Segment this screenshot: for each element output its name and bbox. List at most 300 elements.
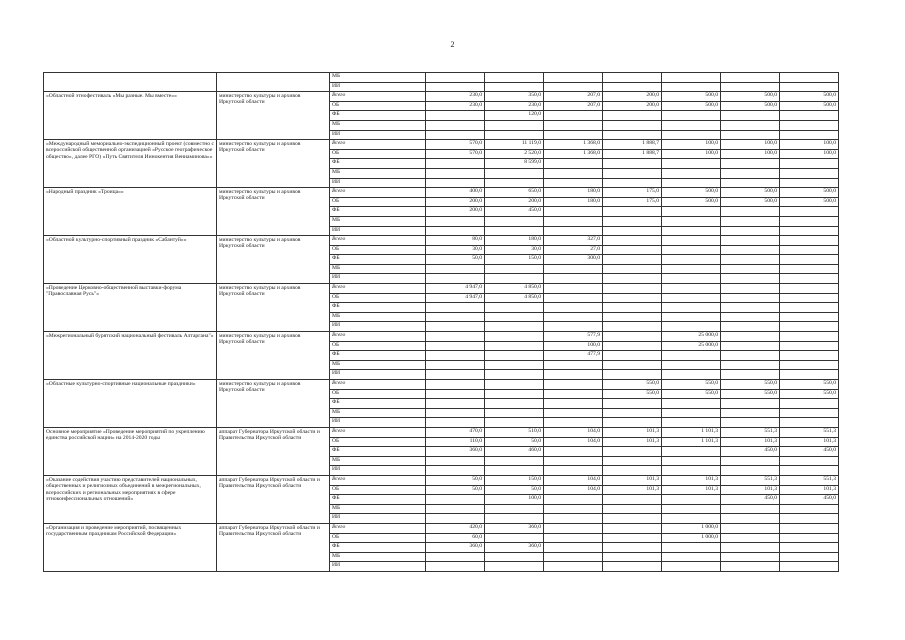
value-cell: 100,0 xyxy=(544,341,603,351)
value-cell xyxy=(485,82,544,92)
value-cell xyxy=(426,178,485,188)
value-cell xyxy=(780,322,839,332)
value-cell xyxy=(485,360,544,370)
funding-source-cell: ИИ xyxy=(330,418,426,428)
value-cell xyxy=(426,159,485,169)
value-cell: 1 888,7 xyxy=(603,149,662,159)
value-cell xyxy=(544,380,603,390)
funding-source-cell: Всего xyxy=(330,236,426,246)
responsible-cell: министерство культуры и архивов Иркутской области xyxy=(217,92,330,140)
value-cell: 400,0 xyxy=(426,188,485,198)
value-cell xyxy=(721,543,780,553)
value-cell xyxy=(780,82,839,92)
page-number: 2 xyxy=(450,40,455,49)
funding-source-cell: ОБ xyxy=(330,341,426,351)
value-cell: 1 000,0 xyxy=(662,533,721,543)
table-row xyxy=(44,188,839,198)
value-cell xyxy=(780,207,839,217)
value-cell xyxy=(603,418,662,428)
funding-source-cell: Всего xyxy=(330,427,426,437)
value-cell xyxy=(426,312,485,322)
value-cell xyxy=(485,130,544,140)
value-cell xyxy=(780,73,839,83)
value-cell xyxy=(721,159,780,169)
funding-source-cell: ОБ xyxy=(330,533,426,543)
value-cell xyxy=(485,312,544,322)
value-cell xyxy=(603,255,662,265)
funding-source-cell: ИИ xyxy=(330,178,426,188)
value-cell xyxy=(544,360,603,370)
value-cell: 1 368,0 xyxy=(544,140,603,150)
funding-source-cell: Всего xyxy=(330,284,426,294)
value-cell xyxy=(426,380,485,390)
value-cell xyxy=(780,120,839,130)
value-cell: 101,3 xyxy=(721,437,780,447)
value-cell xyxy=(721,466,780,476)
value-cell xyxy=(603,284,662,294)
value-cell xyxy=(426,332,485,342)
value-cell xyxy=(426,399,485,409)
value-cell: 4 947,0 xyxy=(426,293,485,303)
funding-source-cell: ФБ xyxy=(330,111,426,121)
value-cell xyxy=(544,523,603,533)
value-cell xyxy=(662,552,721,562)
value-cell xyxy=(603,351,662,361)
funding-source-cell: Всего xyxy=(330,380,426,390)
value-cell: 207,0 xyxy=(544,92,603,102)
value-cell: 650,0 xyxy=(485,188,544,198)
value-cell xyxy=(544,312,603,322)
value-cell xyxy=(780,456,839,466)
value-cell: 4 850,0 xyxy=(485,284,544,294)
value-cell xyxy=(721,274,780,284)
value-cell: 150,0 xyxy=(485,475,544,485)
value-cell: 1 101,3 xyxy=(662,427,721,437)
value-cell: 500,0 xyxy=(721,101,780,111)
value-cell: 101,3 xyxy=(603,475,662,485)
value-cell xyxy=(485,332,544,342)
value-cell xyxy=(544,447,603,457)
value-cell xyxy=(780,332,839,342)
value-cell xyxy=(662,82,721,92)
funding-source-cell: ОБ xyxy=(330,245,426,255)
event-name-cell: «Межрегиональный бурятский национальный фестиваль Алтаргана"» xyxy=(44,332,217,380)
value-cell xyxy=(780,418,839,428)
value-cell xyxy=(721,322,780,332)
value-cell xyxy=(662,456,721,466)
value-cell xyxy=(603,264,662,274)
value-cell: 100,0 xyxy=(780,149,839,159)
value-cell: 4 850,0 xyxy=(485,293,544,303)
value-cell xyxy=(426,456,485,466)
event-name-cell: «Областной этнофестиваль «Мы разные. Мы вместе»» xyxy=(44,92,217,140)
event-name-cell: Основное мероприятие «Проведение мероприятий по укреплению единства российской нации» на 2014-2020 годы xyxy=(44,427,217,475)
value-cell xyxy=(780,552,839,562)
responsible-cell: министерство культуры и архивов Иркутской области xyxy=(217,188,330,236)
value-cell xyxy=(662,284,721,294)
value-cell: 350,0 xyxy=(485,92,544,102)
value-cell xyxy=(603,523,662,533)
value-cell: 450,0 xyxy=(780,495,839,505)
responsible-cell xyxy=(217,73,330,92)
value-cell xyxy=(721,264,780,274)
funding-source-cell: Всего xyxy=(330,188,426,198)
value-cell xyxy=(485,380,544,390)
value-cell: 230,0 xyxy=(426,92,485,102)
value-cell xyxy=(721,216,780,226)
value-cell xyxy=(603,514,662,524)
value-cell: 360,0 xyxy=(426,447,485,457)
value-cell xyxy=(426,408,485,418)
value-cell: 1 368,0 xyxy=(544,149,603,159)
value-cell xyxy=(544,111,603,121)
value-cell xyxy=(603,226,662,236)
value-cell xyxy=(603,82,662,92)
value-cell xyxy=(426,82,485,92)
value-cell: 460,0 xyxy=(485,447,544,457)
value-cell: 420,0 xyxy=(426,523,485,533)
value-cell: 110,0 xyxy=(426,437,485,447)
value-cell: 477,9 xyxy=(544,351,603,361)
value-cell: 500,0 xyxy=(780,101,839,111)
funding-source-cell: ОБ xyxy=(330,389,426,399)
value-cell: 30,0 xyxy=(485,245,544,255)
value-cell xyxy=(780,360,839,370)
value-cell xyxy=(721,245,780,255)
funding-source-cell: Всего xyxy=(330,332,426,342)
funding-source-cell: ИИ xyxy=(330,322,426,332)
budget-table xyxy=(43,72,839,572)
table-row xyxy=(44,427,839,437)
value-cell xyxy=(544,216,603,226)
funding-source-cell: ИИ xyxy=(330,82,426,92)
value-cell: 500,0 xyxy=(780,92,839,102)
value-cell xyxy=(603,533,662,543)
value-cell xyxy=(426,322,485,332)
funding-source-cell: ОБ xyxy=(330,101,426,111)
value-cell: 101,3 xyxy=(603,427,662,437)
value-cell xyxy=(485,264,544,274)
value-cell: 100,0 xyxy=(721,140,780,150)
value-cell xyxy=(603,408,662,418)
value-cell: 360,0 xyxy=(426,543,485,553)
value-cell: 550,0 xyxy=(662,380,721,390)
value-cell: 25 000,0 xyxy=(662,332,721,342)
value-cell: 100,0 xyxy=(485,495,544,505)
value-cell xyxy=(544,562,603,572)
funding-source-cell: МБ xyxy=(330,504,426,514)
value-cell: 101,3 xyxy=(780,437,839,447)
value-cell: 100,0 xyxy=(662,140,721,150)
value-cell xyxy=(544,120,603,130)
value-cell xyxy=(662,120,721,130)
value-cell xyxy=(485,533,544,543)
value-cell xyxy=(603,159,662,169)
value-cell: 1 000,0 xyxy=(662,523,721,533)
value-cell xyxy=(780,543,839,553)
funding-source-cell: МБ xyxy=(330,456,426,466)
value-cell xyxy=(544,130,603,140)
value-cell: 500,0 xyxy=(662,92,721,102)
value-cell xyxy=(426,514,485,524)
value-cell: 101,3 xyxy=(780,485,839,495)
value-cell xyxy=(780,514,839,524)
value-cell xyxy=(544,168,603,178)
value-cell xyxy=(662,303,721,313)
value-cell xyxy=(544,418,603,428)
value-cell: 120,0 xyxy=(485,111,544,121)
value-cell xyxy=(485,341,544,351)
value-cell xyxy=(780,274,839,284)
value-cell xyxy=(721,111,780,121)
value-cell: 570,0 xyxy=(426,140,485,150)
value-cell: 180,0 xyxy=(544,197,603,207)
value-cell xyxy=(544,543,603,553)
value-cell xyxy=(603,495,662,505)
value-cell: 25 000,0 xyxy=(662,341,721,351)
value-cell xyxy=(780,226,839,236)
value-cell xyxy=(485,226,544,236)
value-cell: 200,0 xyxy=(426,207,485,217)
value-cell xyxy=(721,514,780,524)
value-cell xyxy=(603,562,662,572)
funding-source-cell: ФБ xyxy=(330,303,426,313)
value-cell xyxy=(603,341,662,351)
value-cell xyxy=(544,159,603,169)
value-cell xyxy=(544,504,603,514)
value-cell: 60,0 xyxy=(426,533,485,543)
value-cell xyxy=(662,255,721,265)
value-cell: 200,0 xyxy=(485,197,544,207)
funding-source-cell: МБ xyxy=(330,264,426,274)
value-cell xyxy=(603,322,662,332)
value-cell: 500,0 xyxy=(721,188,780,198)
value-cell xyxy=(603,399,662,409)
funding-source-cell: ИИ xyxy=(330,466,426,476)
value-cell xyxy=(603,293,662,303)
value-cell: 450,0 xyxy=(485,207,544,217)
value-cell xyxy=(603,447,662,457)
responsible-cell: аппарат Губернатора Иркутской области и Правительства Иркутской области xyxy=(217,523,330,571)
value-cell: 551,3 xyxy=(780,427,839,437)
value-cell xyxy=(485,389,544,399)
value-cell xyxy=(662,312,721,322)
table-row xyxy=(44,92,839,102)
funding-source-cell: ОБ xyxy=(330,293,426,303)
value-cell xyxy=(662,216,721,226)
value-cell xyxy=(662,370,721,380)
value-cell xyxy=(721,351,780,361)
funding-source-cell: МБ xyxy=(330,73,426,83)
value-cell xyxy=(544,322,603,332)
value-cell xyxy=(485,216,544,226)
value-cell: 175,0 xyxy=(603,197,662,207)
value-cell xyxy=(662,159,721,169)
value-cell: 175,0 xyxy=(603,188,662,198)
value-cell xyxy=(662,322,721,332)
value-cell xyxy=(780,312,839,322)
value-cell: 577,9 xyxy=(544,332,603,342)
value-cell xyxy=(662,168,721,178)
value-cell: 180,0 xyxy=(485,236,544,246)
value-cell xyxy=(662,543,721,553)
value-cell: 551,3 xyxy=(780,475,839,485)
value-cell: 50,0 xyxy=(426,255,485,265)
table-row xyxy=(44,332,839,342)
event-name-cell: «Областные культурно-спортивные национальные праздники» xyxy=(44,380,217,428)
value-cell xyxy=(426,274,485,284)
value-cell xyxy=(544,495,603,505)
value-cell xyxy=(721,408,780,418)
value-cell xyxy=(662,514,721,524)
event-name-cell xyxy=(44,73,217,92)
value-cell xyxy=(544,274,603,284)
value-cell xyxy=(426,389,485,399)
responsible-cell: министерство культуры и архивов Иркутской области xyxy=(217,236,330,284)
funding-source-cell: МБ xyxy=(330,408,426,418)
value-cell xyxy=(780,351,839,361)
value-cell: 4 947,0 xyxy=(426,284,485,294)
value-cell xyxy=(603,543,662,553)
value-cell xyxy=(544,264,603,274)
value-cell xyxy=(662,245,721,255)
value-cell: 500,0 xyxy=(780,188,839,198)
value-cell xyxy=(603,207,662,217)
value-cell xyxy=(426,495,485,505)
responsible-cell: министерство культуры и архивов Иркутской области xyxy=(217,284,330,332)
value-cell xyxy=(603,73,662,83)
value-cell: 101,3 xyxy=(662,485,721,495)
funding-source-cell: МБ xyxy=(330,216,426,226)
table-row xyxy=(44,73,839,83)
value-cell: 50,0 xyxy=(485,437,544,447)
funding-source-cell: ОБ xyxy=(330,197,426,207)
value-cell xyxy=(603,111,662,121)
value-cell: 500,0 xyxy=(721,197,780,207)
value-cell xyxy=(662,130,721,140)
value-cell xyxy=(662,293,721,303)
value-cell xyxy=(780,264,839,274)
value-cell xyxy=(426,360,485,370)
value-cell: 500,0 xyxy=(662,197,721,207)
value-cell xyxy=(485,120,544,130)
value-cell xyxy=(721,226,780,236)
value-cell: 550,0 xyxy=(721,389,780,399)
value-cell xyxy=(603,332,662,342)
funding-source-cell: ФБ xyxy=(330,159,426,169)
value-cell: 500,0 xyxy=(662,188,721,198)
value-cell xyxy=(603,130,662,140)
value-cell xyxy=(780,303,839,313)
value-cell xyxy=(485,418,544,428)
value-cell: 570,0 xyxy=(426,149,485,159)
value-cell: 50,0 xyxy=(485,485,544,495)
value-cell xyxy=(721,293,780,303)
value-cell xyxy=(426,264,485,274)
value-cell xyxy=(721,370,780,380)
value-cell: 500,0 xyxy=(721,92,780,102)
funding-source-cell: МБ xyxy=(330,312,426,322)
value-cell: 1 101,3 xyxy=(662,437,721,447)
funding-source-cell: ИИ xyxy=(330,370,426,380)
value-cell xyxy=(780,504,839,514)
value-cell xyxy=(544,207,603,217)
value-cell xyxy=(721,456,780,466)
value-cell: 450,0 xyxy=(721,447,780,457)
value-cell xyxy=(603,168,662,178)
value-cell xyxy=(662,495,721,505)
value-cell xyxy=(485,408,544,418)
value-cell xyxy=(544,226,603,236)
value-cell xyxy=(426,130,485,140)
value-cell xyxy=(426,216,485,226)
value-cell: 101,3 xyxy=(603,437,662,447)
value-cell xyxy=(780,341,839,351)
value-cell xyxy=(426,111,485,121)
value-cell xyxy=(485,514,544,524)
responsible-cell: аппарат Губернатора Иркутской области и Правительства Иркутской области xyxy=(217,427,330,475)
event-name-cell: «Народный праздник «Троица»» xyxy=(44,188,217,236)
value-cell xyxy=(721,341,780,351)
table-row xyxy=(44,475,839,485)
value-cell xyxy=(780,130,839,140)
value-cell xyxy=(485,399,544,409)
value-cell: 50,0 xyxy=(426,485,485,495)
value-cell xyxy=(721,552,780,562)
value-cell: 550,0 xyxy=(780,380,839,390)
value-cell xyxy=(426,466,485,476)
value-cell xyxy=(662,178,721,188)
value-cell xyxy=(662,274,721,284)
value-cell xyxy=(721,82,780,92)
value-cell: 180,0 xyxy=(544,188,603,198)
value-cell xyxy=(780,245,839,255)
value-cell: 100,0 xyxy=(662,149,721,159)
value-cell xyxy=(662,73,721,83)
value-cell: 200,0 xyxy=(426,197,485,207)
value-cell xyxy=(603,360,662,370)
value-cell xyxy=(544,399,603,409)
value-cell: 30,0 xyxy=(426,245,485,255)
funding-source-cell: ФБ xyxy=(330,399,426,409)
value-cell: 11 119,0 xyxy=(485,140,544,150)
responsible-cell: аппарат Губернатора Иркутской области и Правительства Иркутской области xyxy=(217,475,330,523)
value-cell xyxy=(426,226,485,236)
value-cell: 100,0 xyxy=(721,149,780,159)
value-cell: 450,0 xyxy=(780,447,839,457)
value-cell: 500,0 xyxy=(780,197,839,207)
value-cell xyxy=(662,399,721,409)
value-cell xyxy=(780,370,839,380)
value-cell: 101,3 xyxy=(721,485,780,495)
funding-source-cell: ФБ xyxy=(330,543,426,553)
value-cell: 470,0 xyxy=(426,427,485,437)
value-cell: 230,0 xyxy=(426,101,485,111)
value-cell xyxy=(780,168,839,178)
value-cell xyxy=(780,293,839,303)
value-cell xyxy=(721,523,780,533)
value-cell xyxy=(780,236,839,246)
value-cell xyxy=(721,120,780,130)
value-cell xyxy=(544,389,603,399)
value-cell: 104,0 xyxy=(544,475,603,485)
value-cell xyxy=(721,255,780,265)
value-cell xyxy=(603,178,662,188)
value-cell xyxy=(544,533,603,543)
value-cell xyxy=(780,255,839,265)
value-cell xyxy=(603,245,662,255)
funding-source-cell: МБ xyxy=(330,168,426,178)
